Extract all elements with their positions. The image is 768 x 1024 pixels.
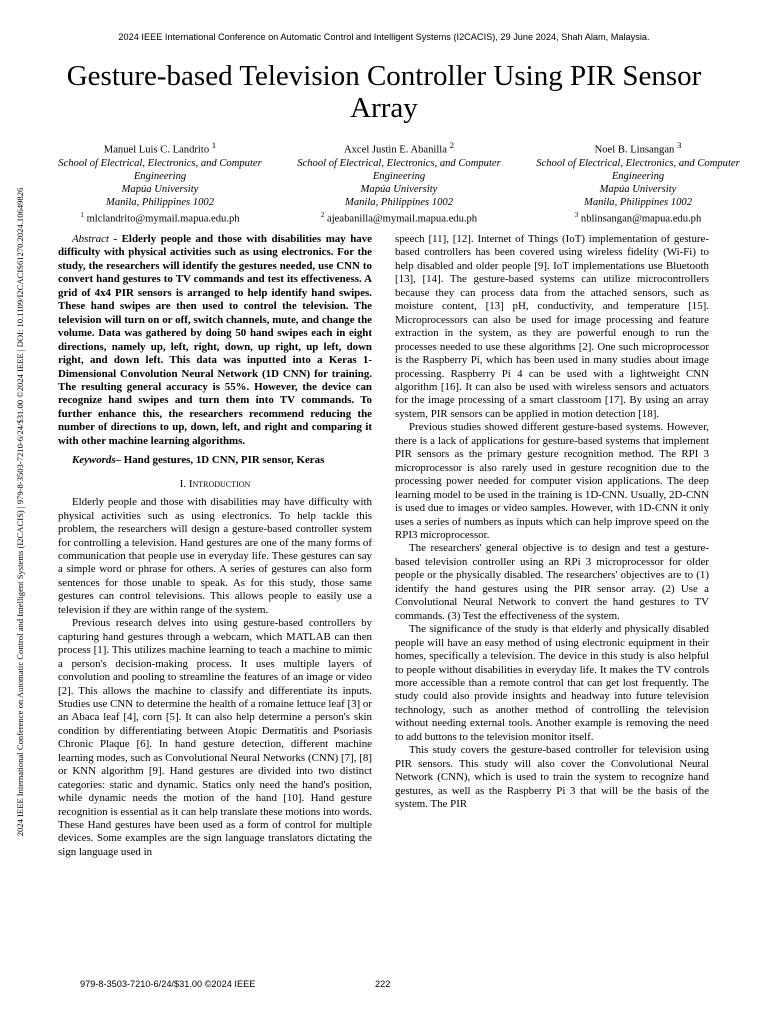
- footer-copyright: 979-8-3503-7210-6/24/$31.00 ©2024 IEEE: [80, 979, 256, 989]
- author-name: Axcel Justin E. Abanilla: [343, 144, 447, 156]
- side-note: [13, 140, 27, 884]
- author-univ: Mapúa University: [599, 183, 677, 195]
- paragraph: Previous studies showed different gesture-based systems. However, there is a lack of applications for gesture-based systems that implement PIR sensors as the primary gesture recognition method. The RPI 3 microprocessor is also rarely used in gesture recognition due to the processing power needed for computer vision applications. The deep learning model to be used in the training is 1D-CNN. Usually, 2D-CNN is used due to images or video samples. However, with 1D-CNN it only uses a series of numbers as inputs which can help improve speed on the RPI3 microprocessor.: [395, 421, 709, 541]
- side-note-text: 2024 IEEE International Conference on Automatic Control and Intelligent Systems (I2CACIS) | 979-8-3503-7210-6/24/$31.00 ©2024 IEEE | DOI: 10.1109/I2CACIS61270.2024.10649826: [15, 187, 25, 837]
- author-email-sup: 3: [574, 210, 579, 219]
- author-email: mlclandrito@mymail.mapua.edu.ph: [86, 213, 240, 225]
- section-title: Introduction: [188, 477, 251, 490]
- author-sup: 2: [449, 140, 455, 150]
- author-univ: Mapúa University: [360, 183, 438, 195]
- abstract: [58, 233, 372, 448]
- conference-header: 2024 IEEE International Conference on Automatic Control and Intelligent Systems (I2CACIS), 29 June 2024, Shah Alam, Malaysia.: [118, 32, 650, 42]
- author-univ: Mapúa University: [121, 183, 199, 195]
- paragraph: speech [11], [12]. Internet of Things (IoT) implementation of gesture-based controllers has been covered using wireless fidelity (Wi-Fi) to help disabled and older people [9]. IoT implementations use Bluetooth [13], [14]. The gesture-based systems can utilize microcontrollers because they can process data from the attached sensors, such as moisture content, [13] pH, conductivity, and temperature [15]. Microprocessors can also be used for image processing and feature extraction in the system, as they are powerful enough to run the processes needed to use these algorithms [2]. One such microprocessor is the Raspberry Pi, which has been used in many studies about image processing. Raspberry Pi 4 can be used with a lightweight CNN algorithm [16]. It can also be used with wireless sensors and actuators for the image processing of a smart classroom [17]. By using an array system, PIR sensors can be applied in motion detection [18].: [395, 233, 709, 420]
- left-column: [58, 233, 372, 859]
- author-dept: School of Electrical, Electronics, and Computer Engineering: [58, 157, 262, 182]
- author-dept: School of Electrical, Electronics, and Computer Engineering: [297, 157, 501, 182]
- keywords-text: – Hand gestures, 1D CNN, PIR sensor, Keras: [115, 454, 325, 467]
- author-block: [50, 139, 748, 225]
- paragraph: The significance of the study is that elderly and physically disabled people will have an easy method of using electronic equipment in their homes, specifically a television. The device in this study is also helpful to people without disabilities in everyday life. It makes the TV controls more accessible than a remote control that can get lost frequently. The study could also provide insights and headway into future television technology, such as another method of controlling the television without needing external tools. Another example is removing the need to add buttons to the television monitor itself.: [395, 623, 709, 743]
- paragraph: The researchers' general objective is to design and test a gesture-based television controller using an RPi 3 microprocessor for older people or the physically disabled. The researchers' objectives are to (1) identify the hand gestures using the PIR sensor array. (2) Use a Convolutional Neural Network to convert the hand gestures to TV commands. (3) Test the effectiveness of the system.: [395, 542, 709, 622]
- section-number: I.: [179, 477, 187, 490]
- author-email: ajeabanilla@mymail.mapua.edu.ph: [327, 213, 478, 225]
- author-dept: School of Electrical, Electronics, and Computer Engineering: [536, 157, 740, 182]
- paragraph: Elderly people and those with disabilities may have difficulty with physical activities such as using electronics. To help tackle this problem, the researchers will design a gesture-based controller system for controlling a television. Hand gestures are one of the many forms of communication that people use in everyday life. These gestures can say a simple word or phrase for others. A series of gestures can also form sentences for those unable to speak. As for this study, those same gestures can control televisions. This allows people to easily use a television if they are within range of the system.: [58, 496, 372, 616]
- author-city: Manila, Philippines 1002: [106, 196, 214, 208]
- paragraph: Previous research delves into using gesture-based controllers by capturing hand gestures through a webcam, which MATLAB can then process [1]. This utilizes machine learning to teach a machine to mimic a person's decision-making process. It uses multiple layers of convolution and pooling to streamline the features of an image or video [2]. This allows the machine to classify and differentiate its inputs. Studies use CNN to determine the health of a romaine lettuce leaf [3] or an Abaca leaf [4], corn [5]. It can also help determine a person's skin condition by differentiating between Atopic Dermatitis and Psoriasis Chronic Plaque [6]. In hand gesture detection, different machine learning modes, such as Convolutional Neural Networks (CNN) [7], [8] or KNN algorithm [9]. Hand gestures are divided into two distinct categories: static and dynamic. Statics only need the hand's position, while dynamic needs the motion of the hand [10]. Hand gesture recognition is essential as it can help translate these motions into words. These Hand gestures have been used as a form of control for multiple devices. Some examples are the sign language translators dictating the sign language used in: [58, 617, 372, 858]
- section-heading: [58, 478, 372, 491]
- keywords: [58, 454, 372, 467]
- author-email-sup: 1: [80, 210, 84, 219]
- author-name: Manuel Luis C. Landrito: [103, 144, 210, 156]
- author-1: [50, 139, 270, 225]
- abstract-label: Abstract: [72, 233, 109, 245]
- keywords-label: Keywords: [72, 454, 116, 467]
- page-number: 222: [375, 979, 391, 989]
- author-name: Noel B. Linsangan: [594, 144, 675, 156]
- author-email-sup: 2: [320, 210, 325, 219]
- author-city: Manila, Philippines 1002: [345, 196, 453, 208]
- author-email: nblinsangan@mapua.edu.ph: [580, 213, 702, 225]
- abstract-text: - Elderly people and those with disabilities may have difficulty with physical activities such as using electronics. For the study, the researchers will identify the gestures needed, use CNN to convert hand gestures to TV commands and test its effectiveness. A grid of 4x4 PIR sensors is arranged to help identify hand swipes. These hand swipes are then used to control the television. The television will turn on or off, switch channels, mute, and change the volume. Data was gathered by doing 50 hand swipes each in eight directions, namely up, left, right, down, up right, up left, down right, and down left. This data was inputted into a Keras 1-Dimensional Convolution Neural Network (1D CNN) for training. The resulting general accuracy is 55%. However, the device can recognize hand swipes and turn them into TV commands. To further enhance this, the researchers recommend reducing the number of directions to up, down, left, and right and comparing it with other machine learning algorithms.: [58, 233, 372, 447]
- author-2: [289, 139, 509, 225]
- author-3: [528, 139, 748, 225]
- paper-title: Gesture-based Television Controller Using PIR Sensor Array: [66, 60, 702, 124]
- author-sup: 1: [211, 140, 217, 150]
- paragraph: This study covers the gesture-based controller for television using PIR sensors. This study will also cover the Convolutional Neural Network (CNN), which is used to train the system to recognize hand gestures, as well as the Raspberry Pi 3 that will be the basis of the system. The PIR: [395, 744, 709, 811]
- author-city: Manila, Philippines 1002: [584, 196, 692, 208]
- author-sup: 3: [676, 140, 682, 150]
- right-column: [395, 233, 709, 811]
